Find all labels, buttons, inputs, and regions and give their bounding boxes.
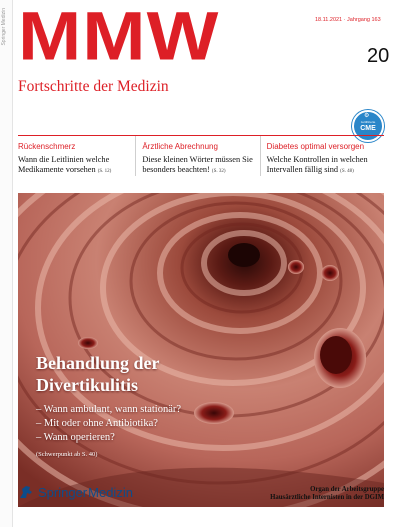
teaser-text: Welche Kontrollen in welchen Intervallen fällig sind (S. 48) bbox=[266, 155, 368, 174]
journal-subtitle: Fortschritte der Medizin bbox=[18, 78, 169, 95]
publisher-sub: Medizin bbox=[88, 484, 133, 500]
organ-line: Hausärztliche Internisten in der DGIM bbox=[270, 494, 384, 501]
teaser-text: Diese kleinen Wörter müssen Sie besonders beachten! (S. 32) bbox=[142, 155, 253, 174]
teaser-heading: Ärztliche Abrechnung bbox=[142, 142, 218, 151]
issue-number: 20 bbox=[367, 45, 390, 67]
mmw-logo: MMW bbox=[18, 0, 220, 75]
bullet-item: – Mit oder ohne Antibiotika? bbox=[36, 418, 158, 429]
organ-line: Organ der Arbeitsgruppe bbox=[310, 486, 384, 493]
publisher-logo bbox=[18, 484, 133, 500]
cme-label: CME bbox=[360, 125, 376, 132]
date-line: 18.11.2021 · Jahrgang 163 bbox=[315, 17, 381, 23]
teaser-page: (S. 32) bbox=[211, 169, 226, 174]
spine-text: Springer Medizin bbox=[1, 8, 7, 46]
cover-headline bbox=[36, 352, 336, 396]
teaser-heading: Diabetes optimal versorgen bbox=[266, 142, 365, 151]
teaser-page: (S. 48) bbox=[340, 169, 354, 174]
bullet-item: – Wann operieren? bbox=[36, 432, 115, 443]
teaser-item[interactable] bbox=[260, 136, 384, 176]
cover-bullets bbox=[36, 403, 336, 445]
cover-image-colon bbox=[18, 193, 384, 507]
spine bbox=[0, 0, 13, 527]
organ-statement bbox=[270, 486, 384, 502]
springer-horse-icon bbox=[18, 484, 34, 500]
focus-reference: (Schwerpunkt ab S. 40) bbox=[36, 451, 98, 458]
colon-illustration bbox=[18, 193, 384, 507]
teaser-heading: Rückenschmerz bbox=[18, 142, 76, 151]
cme-top-text: zertifizierte bbox=[360, 120, 376, 124]
teaser-text: Wann die Leitlinien welche Medikamente vorsehen (S. 12) bbox=[18, 155, 112, 174]
headline-line: Behandlung der bbox=[36, 353, 160, 373]
teaser-item[interactable] bbox=[135, 136, 259, 176]
teaser-item[interactable] bbox=[18, 136, 135, 176]
bullet-item: – Wann ambulant, wann stationär? bbox=[36, 404, 182, 415]
teaser-page: (S. 12) bbox=[97, 169, 112, 174]
publisher-name: Springer bbox=[38, 484, 88, 500]
certificate-icon: ⚙ bbox=[364, 113, 370, 119]
headline-line: Divertikulitis bbox=[36, 375, 138, 395]
teaser-bar bbox=[18, 135, 384, 176]
